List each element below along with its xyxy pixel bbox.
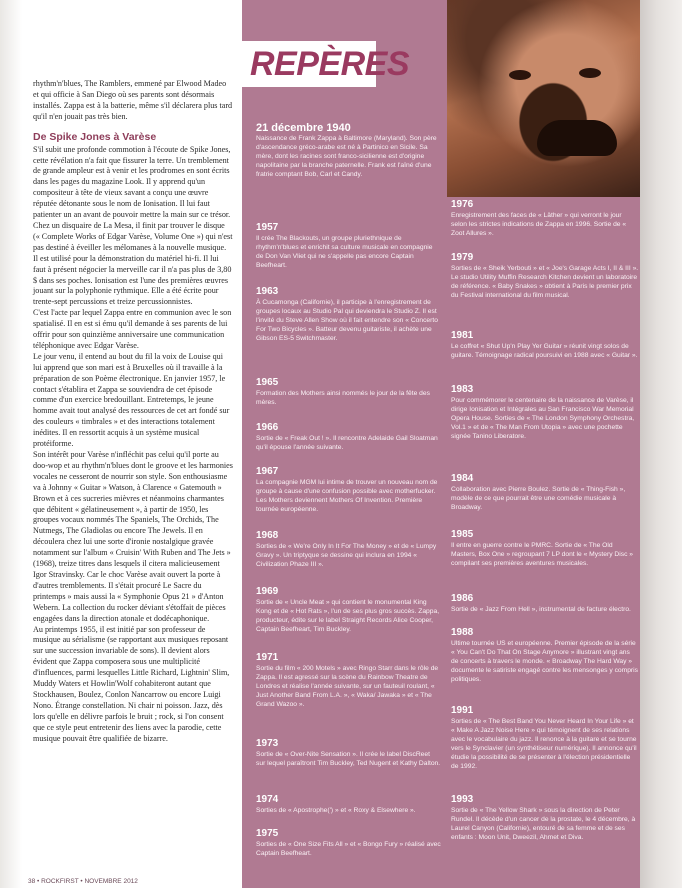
article-paragraph: Le jour venu, il entend au bout du fil la voix de Louise qui lui apprend que son mari est à Bruxelles où il travaille à la préparation de son Poème électronique. En janvier 1957, le contact s'établira et Zappa se souviendra de cet épisode comme d'un exercice bredouillant. Entretemps, le jeune homme avait tout analysé des ressources de cet art fondé sur des couleurs « timbrales » et des interactions totalement inédites. Il en ressortit acquis à un système musical protéiforme. — [33, 351, 230, 449]
timeline-entry — [256, 466, 441, 514]
page-edge — [640, 0, 682, 888]
timeline-year: 1975 — [256, 828, 279, 839]
timeline-text: Formation des Mothers ainsi nommés le jour de la fête des mères. — [256, 390, 430, 406]
timeline-entry — [451, 199, 639, 238]
timeline-text: Sortie de « Jazz From Hell », instrumental de facture électro. — [451, 606, 631, 613]
timeline-text: Sortie de « The Yellow Shark » sous la direction de Peter Rundel. Il décède d'un cancer de la prostate, le 4 décembre, à Laurel Canyon (Californie), entouré de sa femme et de ses enfants : Moon Unit, Dweezil, Ahmet et Diva. — [451, 807, 636, 841]
timeline-text: Sorties de « Sheik Yerbouti » et « Joe's Garage Acts I, II & III ». Le studio Utility Muffin Research Kitchen devient un laboratoire de référence. « Baby Snakes » obtient à Paris le premier prix du Festival international du film musical. — [451, 265, 639, 299]
timeline-year: 1973 — [256, 738, 279, 749]
timeline-entry — [256, 422, 441, 452]
timeline-entry — [256, 828, 441, 858]
timeline-year: 1968 — [256, 530, 279, 541]
page-footer: 38 • ROCKFIRST • NOVEMBRE 2012 — [28, 878, 138, 885]
timeline-year: 1971 — [256, 652, 279, 663]
timeline-entry — [256, 122, 441, 179]
article-heading: De Spike Jones à Varèse — [33, 130, 157, 143]
timeline-entry — [256, 586, 441, 634]
timeline-text: Il entre en guerre contre le PMRC. Sortie de « The Old Masters, Box One » regroupant 7 LP dont le « Mystery Disc » compilant ses premières aventures musicales. — [451, 542, 634, 567]
timeline-text: Sortie de « Uncle Meat » qui contient le monumental King Kong et de « Hot Rats », l'un de ses plus gros succès. Zappa, producteur, édite sur le label Straight Records Alice Cooper, Captain Beefheart, Tim Buckley. — [256, 599, 440, 633]
timeline-year: 1976 — [451, 199, 474, 210]
article-column — [33, 79, 233, 744]
timeline-entry — [256, 794, 441, 815]
article-intro: rhythm'n'blues, The Ramblers, emmené par Elwood Madeo et qui officie à San Diego où ses parents sont désormais installés. Zappa est à la batterie, même s'il déclarera plus tard qu'il n'en jouait pas très bien. — [33, 79, 233, 121]
timeline-year: 1967 — [256, 466, 279, 477]
timeline-entry — [451, 330, 639, 360]
article-paragraph: S'il subit une profonde commotion à l'écoute de Spike Jones, cette révélation n'a fait que fissurer la terre. Un tremblement de grande ampleur est à venir et les prodromes en sont écrits dans les pages du magazine Look. Il y apprend qu'un compositeur à tête de vieux savant a conçu une œuvre réputée détonante sous le nom de Ionisation. Il lui faut patienter un an avant de pouvoir mettre la main sur ce trésor. Chez un disquaire de La Mesa, il finit par trouver le disque (« Complete Works of Edgar Varèse, Volume One ») qui n'est pas destiné à éveiller les mélomanes à la nouvelle musique. Il est utilisé pour la démonstration du matériel hi-fi. Il lui faut à présent négocier la merveille car il n'a pas plus de 3,80 $ dans ses poches. Ionisation est l'une des premières œuvres jouant sur la polyphonie rythmique. Elle a été écrite pour trente-sept percussions et treize percussionnistes. — [33, 144, 233, 307]
section-title: REPÈRES — [250, 45, 409, 83]
timeline-entry — [451, 794, 639, 842]
timeline-year: 21 décembre 1940 — [256, 122, 351, 134]
timeline-entry — [451, 252, 639, 300]
timeline-text: Naissance de Frank Zappa à Baltimore (Maryland). Son père d'ascendance gréco-arabe est né à Partinico en Sicile. Sa mère, dont les racines sont franco-sicilienne est d'origine napolitaine par la branche paternelle. Frank est l'aîné d'une fratrie comptant Bob, Carl et Candy. — [256, 135, 437, 178]
timeline-text: Sorties de « Apostrophe(') » et « Roxy & Elsewhere ». — [256, 807, 416, 814]
timeline-year: 1974 — [256, 794, 279, 805]
timeline-text: Sorties de « We're Only In It For The Money » et de « Lumpy Gravy ». Un triptyque se dessine qui inclura en 1994 « Civilization Phaze III ». — [256, 543, 437, 568]
timeline-year: 1981 — [451, 330, 474, 341]
article-paragraph: Son intérêt pour Varèse n'infléchit pas celui qu'il porte au doo-wop et au rhythm'n'blues dont le groove et les harmonies vocales ne cesseront de nourrir son style. Son enthousiasme va à Johnny « Guitar » Watson, à Clarence « Gatemouth » Brown et à ces sucreries mièvres et néanmoins charmantes que débitent « gélatineusement », à partir de 1950, les groupes vocaux nommés The Spaniels, The Orchids, The Nutmegs, The Gladiolas ou encore The Jewels. Il en découlera chez lui une sorte d'ironie nostalgique gravée notamment sur l'album « Cruisin' With Ruben and The Jets » (1968), treize titres dans lesquels il citera malicieusement Igor Stravinsky. Car le choc Varèse avait ouvert la porte à d'autres tremblements. Il s'était procuré Le Sacre du printemps » mais aussi la « Symphonie Opus 21 » d'Anton Webern. La collection du rocker déviant s'étoffait de pièces engagées dans la direction atonale et dodécaphonique. — [33, 450, 233, 623]
timeline-text: Sortie du film « 200 Motels » avec Ringo Starr dans le rôle de Zappa. Il est agressé sur la scène du Rainbow Theatre de Londres et réalise l'année suivante, sur un fauteuil roulant, « Just Another Band From L.A. », « Waka/ Jawaka » et « The Grand Wazoo ». — [256, 665, 439, 708]
timeline-year: 1991 — [451, 705, 474, 716]
timeline-year: 1966 — [256, 422, 279, 433]
eye-shape — [509, 70, 531, 80]
timeline-entry — [256, 530, 441, 569]
timeline-entry — [451, 529, 639, 568]
timeline-entry — [256, 286, 441, 343]
timeline-text: Collaboration avec Pierre Boulez. Sortie de « Thing-Fish », modèle de ce que pourrait être une comédie musicale à Broadway. — [451, 486, 626, 511]
timeline-entry — [451, 384, 639, 441]
timeline-year: 1993 — [451, 794, 474, 805]
timeline-year: 1979 — [451, 252, 474, 263]
timeline-text: Sorties de « One Size Fits All » et « Bongo Fury » réalisé avec Captain Beefheart. — [256, 841, 441, 857]
eye-shape — [579, 68, 601, 78]
timeline-entry — [451, 705, 639, 771]
timeline-text: À Cucamonga (Californie), il participe à l'enregistrement de groupes locaux au Studio Pal qui deviendra le Studio Z. Il est l'invité du Steve Allen Show où il fait entendre son « Concerto For Two Bicycles ». Batteur devenu guitariste, il achète une Gibson ES-5 Switchmaster. — [256, 299, 438, 342]
timeline-year: 1983 — [451, 384, 474, 395]
timeline-text: Enregistrement des faces de « Läther » qui verront le jour selon les strictes indications de Zappa en 1996. Sortie de « Zoot Allures ». — [451, 212, 627, 237]
timeline-year: 1963 — [256, 286, 279, 297]
timeline-entry — [256, 652, 441, 709]
mustache-shape — [537, 120, 617, 156]
article-paragraph: C'est l'acte par lequel Zappa entre en communion avec le son spatialisé. Il en est si ému qu'il demande à ses parents de lui offrir pour son quinzième anniversaire une communication téléphonique avec Edgar Varèse. — [33, 308, 232, 350]
timeline-text: Sortie de « Over-Nite Sensation ». Il crée le label DiscReet sur lequel paraîtront Tim Buckley, Ted Nugent et Kathy Dalton. — [256, 751, 441, 767]
timeline-text: Ultime tournée US et européenne. Premier épisode de la série « You Can't Do That On Stage Anymore » illustrant vingt ans de concerts à travers le monde. « Broadway The Hard Way » documente le satiriste engagé contre les mensonges y compris politiques. — [451, 640, 638, 683]
timeline-year: 1984 — [451, 473, 474, 484]
portrait-photo — [447, 0, 640, 197]
timeline-year: 1988 — [451, 627, 474, 638]
timeline-text: Sorties de « The Best Band You Never Heard In Your Life » et « Make A Jazz Noise Here » qui témoignent de ses relations avec le vocabulaire du jazz. Il renonce à la guitare et se tourne vers le Synclavier (un synthétiseur numérique). Il annonce qu'il étudie la possibilité de se présenter à l'élection présidentielle de 1992. — [451, 718, 637, 770]
timeline-year: 1986 — [451, 593, 474, 604]
timeline-entry — [451, 593, 639, 614]
timeline-entry — [256, 377, 441, 407]
article-paragraph: Au printemps 1955, il est initié par son professeur de musique au sérialisme (se rapportant aux musiques reposant sur une succession invariable de sons). Il devient alors évident que Zappa composera sous une multiplicité d'influences, parmi lesquelles Little Richard, Lightnin' Slim, Muddy Waters et Howlin'Wolf cohabiteront autant que Stockhausen, Boulez, Conlon Nancarrow ou encore Luigi Nono. Étrange constellation. Ni chair ni poisson. Jazz, dès lors qu'elle en délivre parfois le bruit ; rock, si l'on consent que ce style peut entretenir des liens avec la parodie, cette musique pouvait être qualifiée de bizarre. — [33, 624, 230, 743]
timeline-entry — [451, 473, 639, 512]
timeline-year: 1965 — [256, 377, 279, 388]
timeline-text: La compagnie MGM lui intime de trouver un nouveau nom de groupe à cause d'une confusion possible avec motherfucker. Les Mothers deviennent Mothers Of Invention. Première tournée européenne. — [256, 479, 438, 513]
timeline-text: Pour commémorer le centenaire de la naissance de Varèse, il dirige Ionisation et Intégrales au San Francisco War Memorial Opera House. Sorties de « The London Symphony Orchestra, Vol.1 » et de « The Man From Utopia » avec une pochette signée Tanino Liberatore. — [451, 397, 635, 440]
timeline-year: 1985 — [451, 529, 474, 540]
timeline-text: Le coffret « Shut Up'n Play Yer Guitar » réunit vingt solos de guitare. Témoignage radical poursuivi en 1988 avec « Guitar ». — [451, 343, 638, 359]
timeline-entry — [256, 738, 441, 768]
timeline-year: 1969 — [256, 586, 279, 597]
timeline-entry — [256, 222, 441, 270]
timeline-text: Sortie de « Freak Out ! ». Il rencontre Adelaide Gail Sloatman qu'il épouse l'année suivante. — [256, 435, 438, 451]
timeline-year: 1957 — [256, 222, 279, 233]
timeline-entry — [451, 627, 639, 684]
timeline-text: Il crée The Blackouts, un groupe pluriethnique de rhythm'n'blues et enrichit sa culture musicale en compagnie de Don Van Vliet qui ne s'appelle pas encore Captain Beefheart. — [256, 235, 433, 269]
